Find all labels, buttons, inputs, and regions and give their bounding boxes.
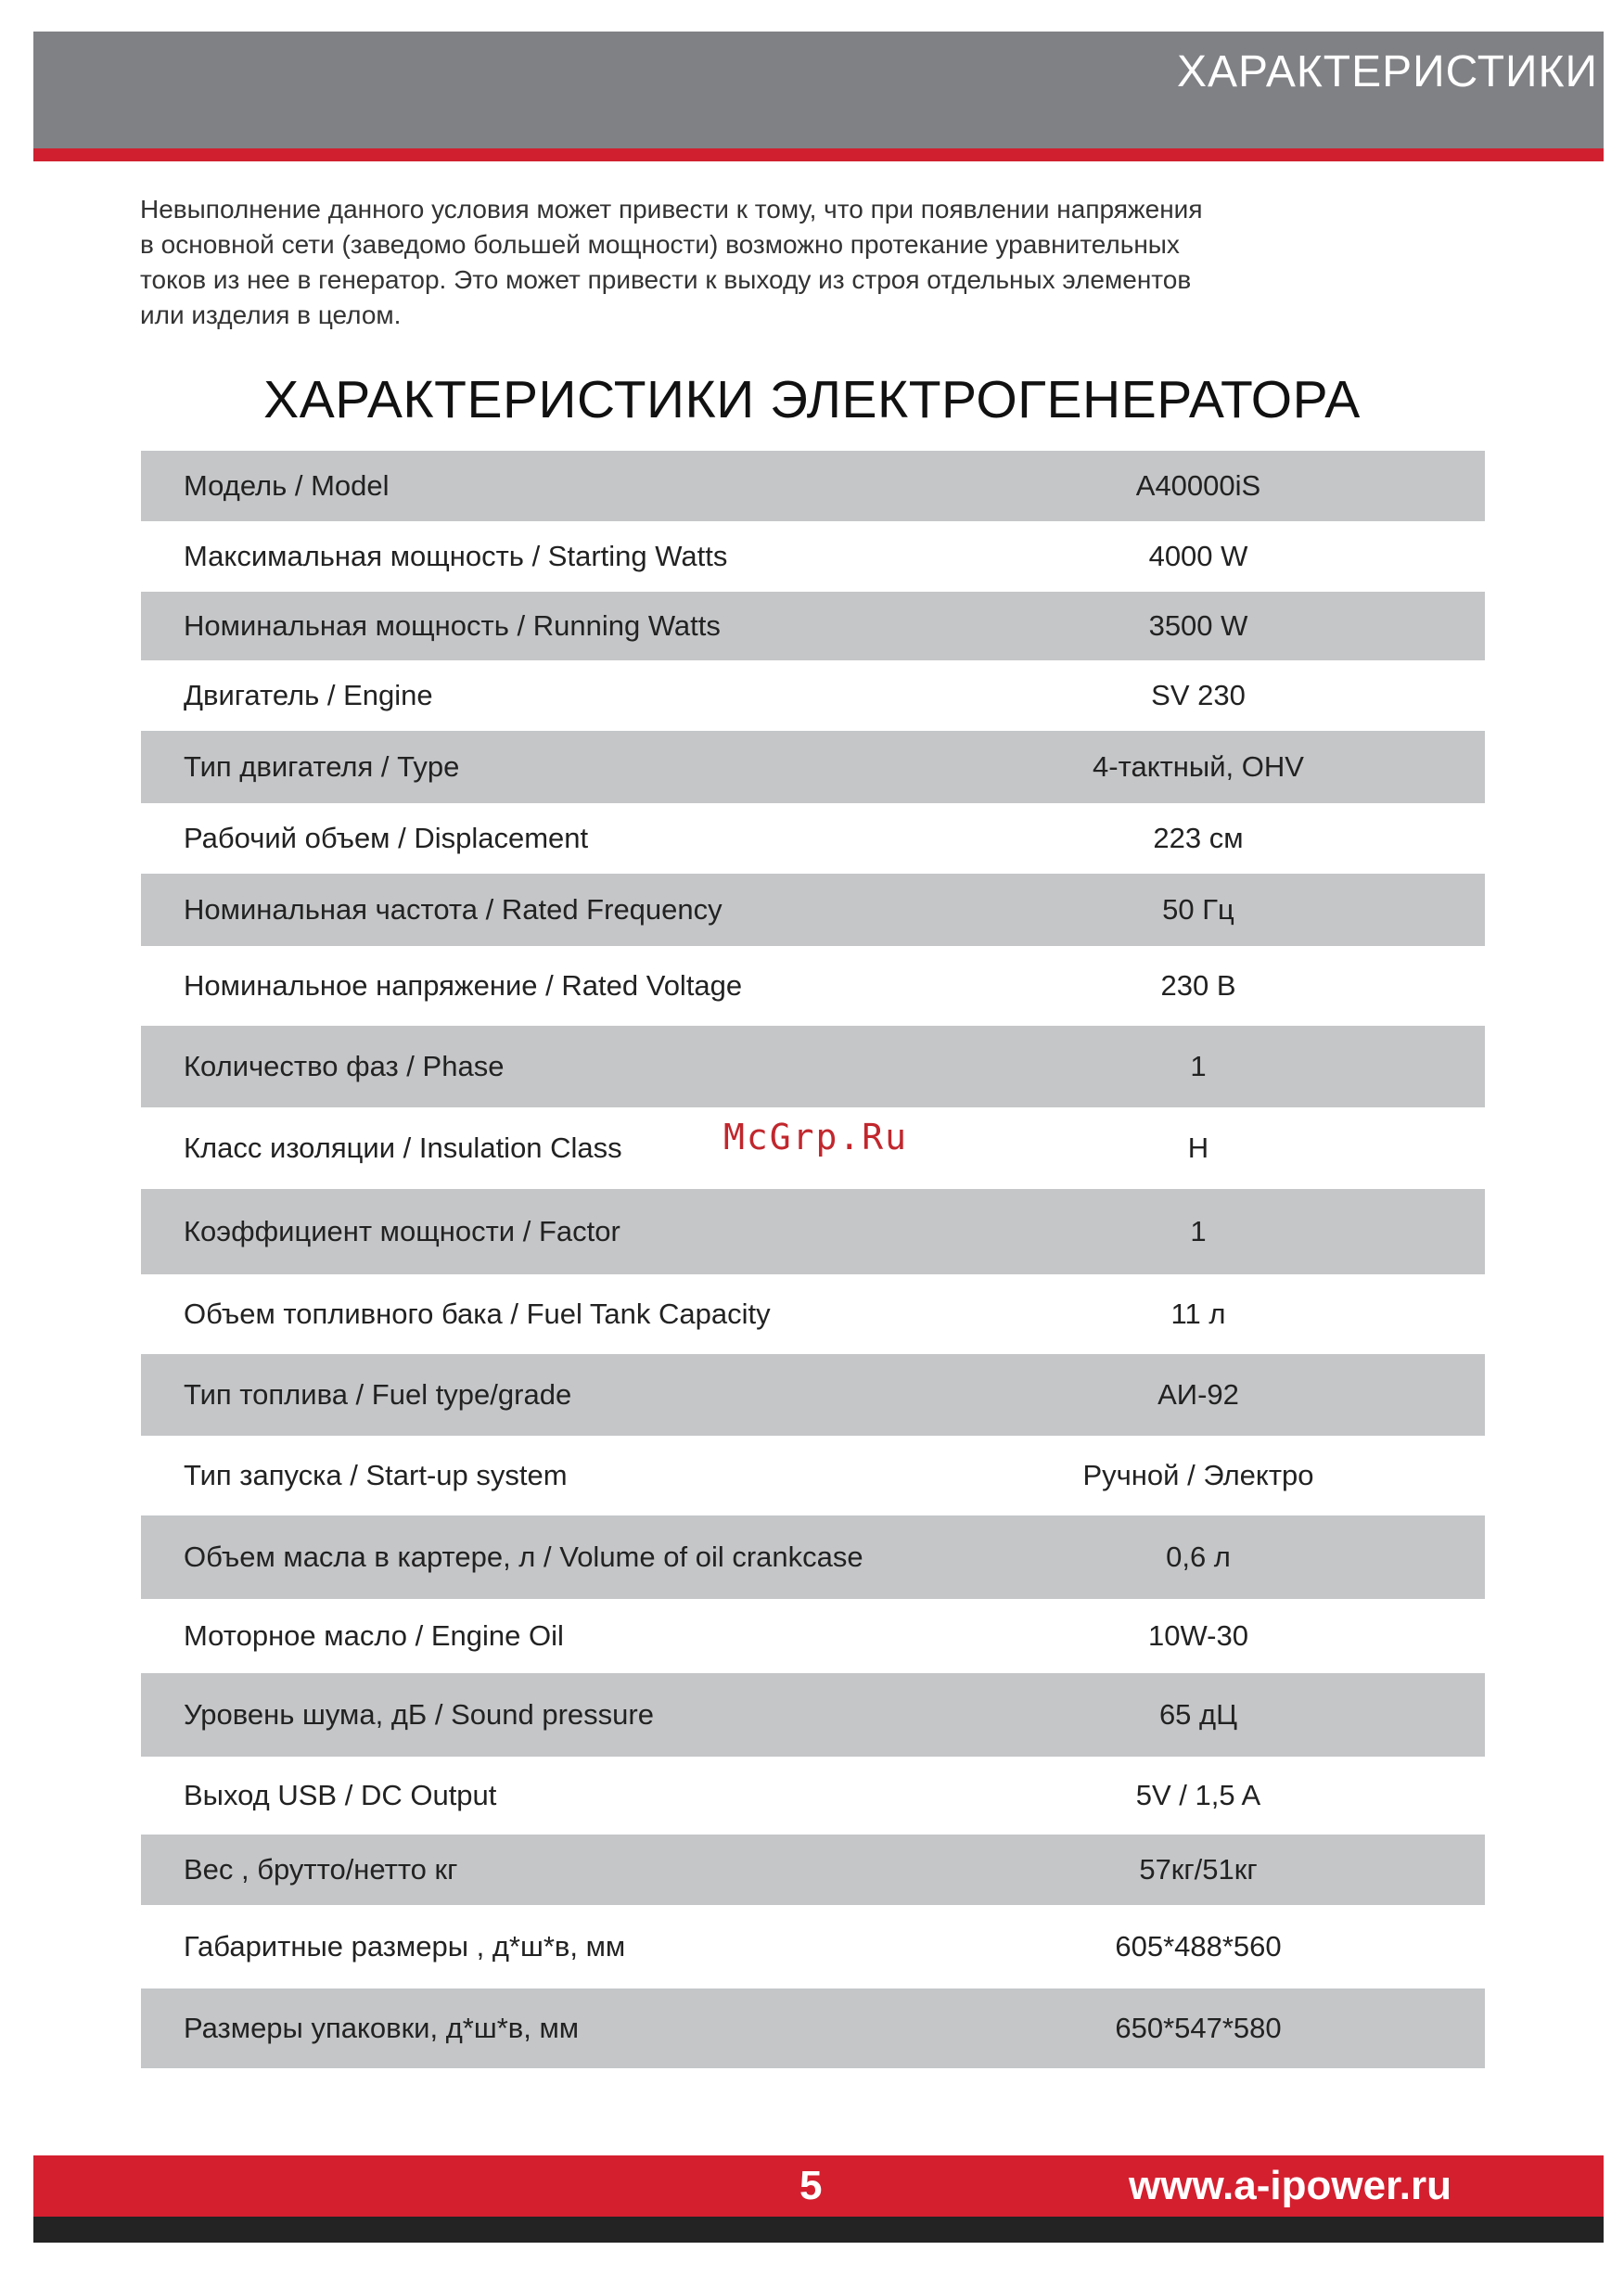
spec-row bbox=[141, 1274, 1485, 1354]
spec-label: Тип топлива / Fuel type/grade bbox=[184, 1378, 572, 1411]
spec-label: Номинальная мощность / Running Watts bbox=[184, 609, 721, 642]
spec-label: Выход USB / DC Output bbox=[184, 1779, 497, 1811]
spec-label: Рабочий объем / Displacement bbox=[184, 822, 589, 854]
spec-value: 1 bbox=[1190, 1215, 1207, 1247]
spec-value: Ручной / Электро bbox=[1082, 1459, 1314, 1491]
spec-label: Коэффициент мощности / Factor bbox=[184, 1215, 620, 1247]
spec-value: 10W-30 bbox=[1148, 1619, 1248, 1652]
spec-row bbox=[141, 1515, 1485, 1599]
spec-value: 0,6 л bbox=[1166, 1541, 1231, 1573]
intro-line: или изделия в целом. bbox=[140, 300, 402, 329]
spec-row bbox=[141, 1905, 1485, 1988]
intro-line: Невыполнение данного условия может привести к тому, что при появлении напряжения bbox=[140, 195, 1203, 224]
watermark-text: McGrp.Ru bbox=[723, 1117, 909, 1157]
spec-label: Максимальная мощность / Starting Watts bbox=[184, 540, 728, 572]
spec-value: 50 Гц bbox=[1162, 893, 1234, 926]
spec-label: Габаритные размеры , д*ш*в, мм bbox=[184, 1930, 626, 1963]
spec-row bbox=[141, 1988, 1485, 2068]
spec-value: A40000iS bbox=[1135, 469, 1261, 502]
spec-row bbox=[141, 1026, 1485, 1107]
spec-label: Объем топливного бака / Fuel Tank Capacity bbox=[184, 1298, 771, 1330]
website-link[interactable]: www.a-ipower.ru bbox=[1129, 2163, 1451, 2208]
spec-value: 57кг/51кг bbox=[1139, 1853, 1258, 1886]
spec-value: 11 л bbox=[1170, 1298, 1226, 1330]
spec-label: Размеры упаковки, д*ш*в, мм bbox=[184, 2012, 580, 2044]
spec-value: 5V / 1,5 A bbox=[1135, 1779, 1261, 1811]
spec-label: Тип двигателя / Type bbox=[184, 750, 460, 783]
spec-label: Моторное масло / Engine Oil bbox=[184, 1619, 564, 1652]
spec-value: H bbox=[1187, 1132, 1209, 1164]
spec-row bbox=[141, 451, 1485, 521]
intro-line: в основной сети (заведомо большей мощности) возможно протекание уравнительных bbox=[140, 230, 1180, 259]
spec-row bbox=[141, 1835, 1485, 1905]
spec-row bbox=[141, 1436, 1485, 1515]
spec-value: 4000 W bbox=[1148, 540, 1248, 572]
spec-value: SV 230 bbox=[1151, 679, 1246, 711]
spec-value: 650*547*580 bbox=[1115, 2012, 1282, 2044]
spec-row bbox=[141, 1189, 1485, 1274]
spec-label: Номинальная частота / Rated Frequency bbox=[184, 893, 722, 926]
spec-row bbox=[141, 946, 1485, 1026]
spec-value: 3500 W bbox=[1148, 609, 1248, 642]
spec-label: Объем масла в картере, л / Volume of oil crankcase bbox=[184, 1541, 863, 1573]
spec-value: 223 см bbox=[1153, 822, 1244, 854]
spec-value: 230 В bbox=[1160, 969, 1236, 1002]
spec-label: Тип запуска / Start-up system bbox=[184, 1459, 568, 1491]
section-title: ХАРАКТЕРИСТИКИ bbox=[1176, 47, 1598, 96]
spec-label: Количество фаз / Phase bbox=[184, 1050, 505, 1082]
spec-label: Модель / Model bbox=[184, 469, 390, 502]
intro-line: токов из нее в генератор. Это может привести к выходу из строя отдельных элементов bbox=[140, 265, 1192, 294]
spec-value: АИ-92 bbox=[1157, 1378, 1239, 1411]
spec-value: 1 bbox=[1190, 1050, 1207, 1082]
spec-row bbox=[141, 1354, 1485, 1436]
spec-row bbox=[141, 592, 1485, 660]
spec-table-title: ХАРАКТЕРИСТИКИ ЭЛЕКТРОГЕНЕРАТОРА bbox=[263, 370, 1361, 429]
spec-row bbox=[141, 803, 1485, 874]
spec-row bbox=[141, 874, 1485, 946]
spec-value: 605*488*560 bbox=[1115, 1930, 1282, 1963]
spec-label: Класс изоляции / Insulation Class bbox=[184, 1132, 622, 1164]
intro-paragraph bbox=[140, 192, 1364, 333]
spec-row bbox=[141, 521, 1485, 592]
spec-row bbox=[141, 1599, 1485, 1673]
spec-label: Уровень шума, дБ / Sound pressure bbox=[184, 1698, 654, 1731]
spec-value: 65 дЦ bbox=[1158, 1698, 1238, 1731]
page-number: 5 bbox=[799, 2163, 823, 2208]
spec-label: Вес , брутто/нетто кг bbox=[184, 1853, 458, 1886]
spec-label: Двигатель / Engine bbox=[184, 679, 433, 711]
spec-row bbox=[141, 1757, 1485, 1835]
header-red-stripe bbox=[33, 148, 1604, 161]
spec-row bbox=[141, 660, 1485, 731]
spec-row bbox=[141, 731, 1485, 803]
footer-dark-stripe bbox=[33, 2217, 1604, 2243]
spec-row bbox=[141, 1673, 1485, 1757]
spec-value: 4-тактный, OHV bbox=[1093, 750, 1304, 783]
spec-label: Номинальное напряжение / Rated Voltage bbox=[184, 969, 743, 1002]
